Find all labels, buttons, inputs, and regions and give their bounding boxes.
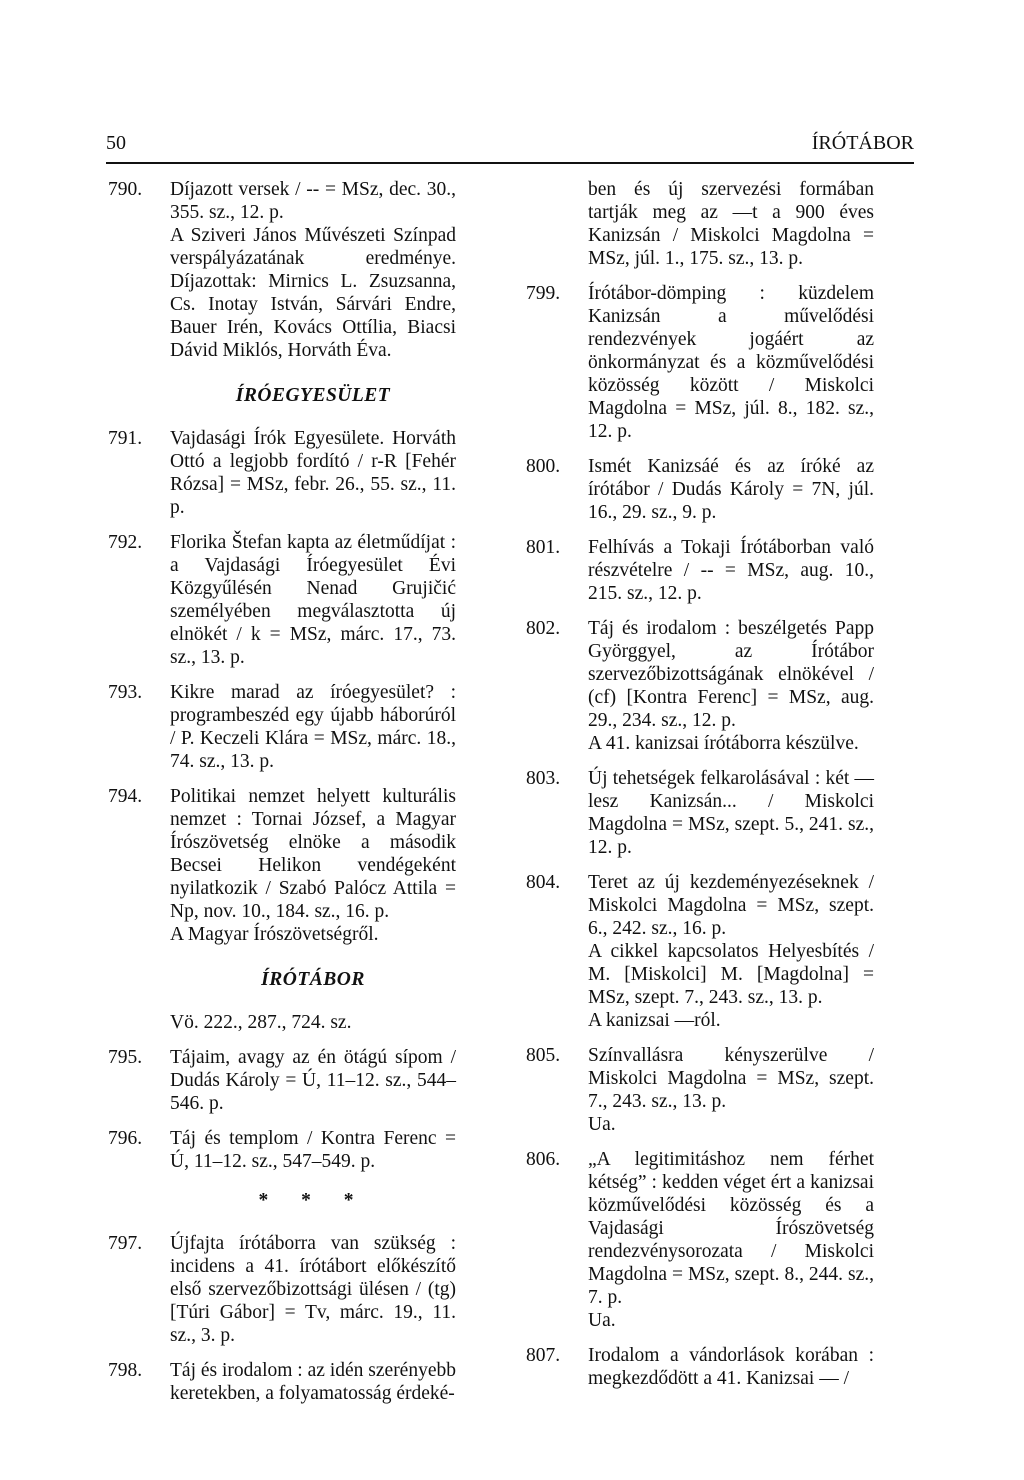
entry-note: A Magyar Írószövetségről. [170, 924, 379, 945]
left-column [108, 178, 456, 1417]
entry-801 [526, 536, 874, 605]
entry-number: 802. [526, 618, 561, 639]
right-column [526, 178, 874, 1402]
entry-number: 795. [108, 1047, 143, 1068]
entry-803 [526, 767, 874, 859]
entry-text: Vajdasági Írók Egyesülete. Horváth Ottó a legjobb fordító / r-R [Fehér Rózsa] = MSz, febr. 26., 55. sz., 11. p. [170, 428, 456, 518]
entry-796 [108, 1127, 456, 1173]
entry-number: 790. [108, 179, 143, 200]
page-number: 50 [106, 132, 126, 154]
entry-text: Újfajta írótáborra van szükség : incidens a 41. írótábort előkészítő első szervezőbizottsági ülésen / (tg) [Túri Gábor] = Tv, márc. 19., 11. sz., 3. p. [170, 1233, 456, 1346]
entry-number: 794. [108, 786, 143, 807]
entry-number: 798. [108, 1360, 143, 1381]
entry-804 [526, 871, 874, 1032]
entry-text: Ismét Kanizsáé és az íróké az írótábor / Dudás Károly = 7N, júl. 16., 29. sz., 9. p. [588, 456, 874, 523]
entry-791 [108, 427, 456, 519]
entry-794 [108, 785, 456, 946]
entry-797 [108, 1232, 456, 1347]
entry-798 [108, 1359, 456, 1405]
entry-text: Politikai nemzet helyett kulturális nemzet : Tornai József, a Magyar Írószövetség elnöke a második Becsei Helikon vendégeként nyilatkozik / Szabó Palócz Attila = Np, nov. 10., 184. sz., 16. p. [170, 786, 456, 922]
entry-number: 803. [526, 768, 561, 789]
entry-number: 799. [526, 283, 561, 304]
entry-related: A cikkel kapcsolatos Helyesbítés / M. [Miskolci] M. [Magdolna] = MSz, szept. 7., 243. sz., 13. p. [588, 941, 874, 1008]
entry-text: Táj és irodalom : az idén szerényebb keretekben, a folyamatosság érdeké- [170, 1360, 456, 1404]
page-header [106, 132, 914, 155]
entry-number: 806. [526, 1149, 561, 1170]
entry-number: 807. [526, 1345, 561, 1366]
entry-text: Írótábor-dömping : küzdelem Kanizsán a művelődési rendezvények jogáért az önkormányzat és a közművelődési közösség között / Miskolci Magdolna = MSz, júl. 8., 182. sz., 12. p. [588, 283, 874, 442]
entry-number: 796. [108, 1128, 143, 1149]
entry-792 [108, 531, 456, 669]
entry-text: Teret az új kezdeményezéseknek / Miskolci Magdolna = MSz, szept. 6., 242. sz., 16. p. [588, 872, 874, 939]
entry-text: Színvallásra kényszerülve / Miskolci Magdolna = MSz, szept. 7., 243. sz., 13. p. [588, 1045, 874, 1112]
entry-text: Tájaim, avagy az én ötágú sípom / Dudás Károly = Ú, 11–12. sz., 544–546. p. [170, 1047, 456, 1114]
section-heading-irotabor: ÍRÓTÁBOR [261, 969, 365, 990]
entry-805 [526, 1044, 874, 1136]
entry-806 [526, 1148, 874, 1332]
entry-text: „A legitimitáshoz nem férhet kétség” : kedden véget ért a kanizsai közművelődési közösség és a Vajdasági Írószövetség rendezvénysorozata / Miskolci Magdolna = MSz, szept. 8., 244. sz., 7. p. [588, 1149, 874, 1308]
entry-note: A kanizsai —ról. [588, 1010, 721, 1031]
entry-number: 793. [108, 682, 143, 703]
entry-text: Kikre marad az íróegyesület? : programbeszéd egy újabb háborúról / P. Keczeli Klára = MSz, márc. 18., 74. sz., 13. p. [170, 682, 456, 772]
entry-number: 791. [108, 428, 143, 449]
entry-799 [526, 282, 874, 443]
entry-795 [108, 1046, 456, 1115]
entry-number: 801. [526, 537, 561, 558]
section-heading-iroegyesulet: ÍRÓEGYESÜLET [235, 385, 391, 406]
header-rule [106, 162, 914, 164]
entry-790 [108, 178, 456, 362]
section-separator-stars: * * * [258, 1190, 368, 1211]
entry-text: Táj és templom / Kontra Ferenc = Ú, 11–12. sz., 547–549. p. [170, 1128, 456, 1172]
entry-number: 804. [526, 872, 561, 893]
entry-note: Ua. [588, 1114, 616, 1135]
entry-793 [108, 681, 456, 773]
entry-798-continuation: ben és új szervezési formában tartják meg az —t a 900 éves Kanizsán / Miskolci Magdolna = MSz, júl. 1., 175. sz., 13. p. [588, 179, 874, 269]
entry-text: Felhívás a Tokaji Írótáborban való részvételre / -- = MSz, aug. 10., 215. sz., 12. p. [588, 537, 874, 604]
entry-number: 800. [526, 456, 561, 477]
entry-807 [526, 1344, 874, 1390]
entry-text: Táj és irodalom : beszélgetés Papp Györggyel, az Írótábor szervezőbizottságának elnökével / (cf) [Kontra Ferenc] = MSz, aug. 29., 234. sz., 12. p. [588, 618, 874, 731]
entry-text: Florika Štefan kapta az életműdíjat : a Vajdasági Íróegyesület Évi Közgyűlésén Nenad Grujičić személyében megválasztotta új elnökét / k = MSz, márc. 17., 73. sz., 13. p. [170, 532, 456, 668]
entry-note: A Sziveri János Művészeti Színpad verspályázatának eredménye. Díjazottak: Mirnics L. Zsuzsanna, Cs. Inotay István, Sárvári Endre, Bauer Irén, Kovács Ottília, Biacsi Dávid Miklós, Horváth Éva. [170, 225, 456, 361]
entry-number: 797. [108, 1233, 143, 1254]
entry-802 [526, 617, 874, 755]
entry-number: 805. [526, 1045, 561, 1066]
entry-number: 792. [108, 532, 143, 553]
running-title: ÍRÓTÁBOR [811, 132, 914, 154]
entry-note: Ua. [588, 1310, 616, 1331]
entry-note: A 41. kanizsai írótáborra készülve. [588, 733, 859, 754]
entry-text: Új tehetségek felkarolásával : két — lesz Kanizsán... / Miskolci Magdolna = MSz, szept. 5., 241. sz., 12. p. [588, 768, 874, 858]
entry-text: Díjazott versek / -- = MSz, dec. 30., 355. sz., 12. p. [170, 179, 456, 223]
entry-text: Irodalom a vándorlások korában : megkezdődött a 41. Kanizsai — / [588, 1345, 874, 1389]
cross-reference: Vö. 222., 287., 724. sz. [170, 1012, 352, 1033]
entry-800 [526, 455, 874, 524]
